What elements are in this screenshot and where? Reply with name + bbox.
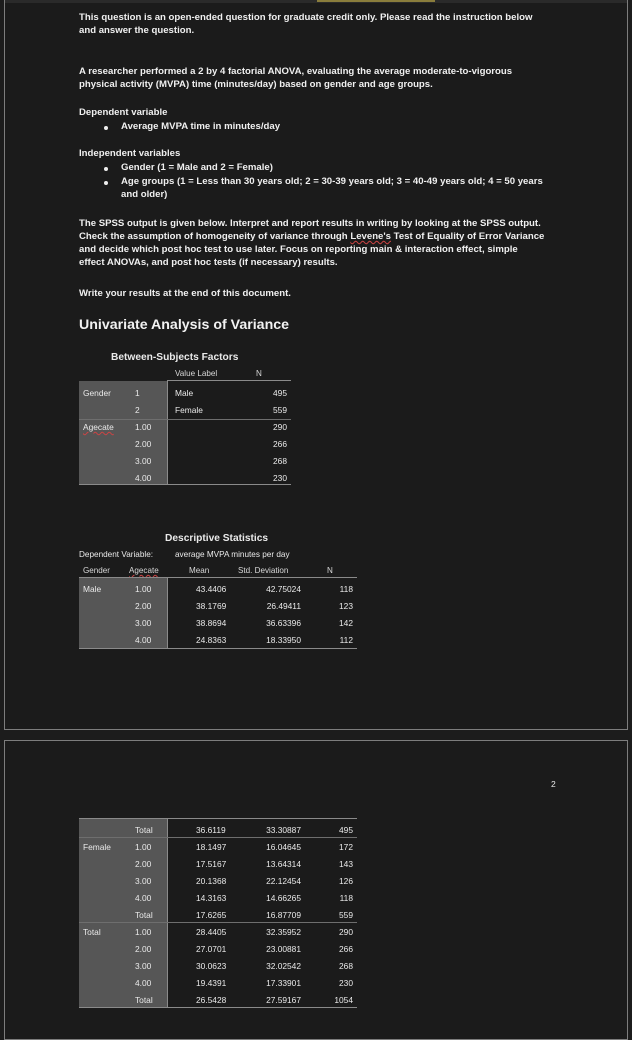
group-rule [79, 922, 357, 923]
n-value: 142 [339, 618, 353, 628]
scenario-line-2: physical activity (MVPA) time (minutes/day) based on gender and age groups. [79, 79, 433, 90]
mean-value: 17.6265 [196, 910, 227, 920]
mean-value: 27.0701 [196, 944, 227, 954]
agecate-value: 4.00 [135, 893, 152, 903]
mean-value: 20.1368 [196, 876, 227, 886]
factor-value-label: Male [175, 388, 194, 398]
header-rule [167, 380, 291, 381]
factor-n: 268 [273, 456, 287, 466]
iv-heading: Independent variables [79, 148, 181, 159]
mean-value: 19.4391 [196, 978, 227, 988]
col-n: N [327, 566, 333, 575]
n-value: 1054 [334, 995, 353, 1005]
gender-total-label: Total [83, 927, 101, 937]
intro-line-1: This question is an open-ended question for graduate credit only. Please read the instruction below [79, 12, 533, 23]
agecate-value: 2.00 [135, 601, 152, 611]
col-mean: Mean [189, 566, 210, 575]
group-rule [79, 837, 357, 838]
between-subjects-title: Between-Subjects Factors [111, 352, 239, 363]
std-deviation-value: 16.87709 [266, 910, 301, 920]
mean-value: 17.5167 [196, 859, 227, 869]
iv-item-2-line-1: Age groups (1 = Less than 30 years old; 2 = 30-39 years old; 3 = 40-49 years old; 4 = 50 years [121, 176, 543, 187]
iv-item-1: Gender (1 = Male and 2 = Female) [121, 162, 273, 173]
mean-value: 14.3163 [196, 893, 227, 903]
page-top-bar [5, 0, 627, 3]
n-value: 126 [339, 876, 353, 886]
agecate-value: 2.00 [135, 944, 152, 954]
std-deviation-value: 17.33901 [266, 978, 301, 988]
factor-code: 2.00 [135, 439, 152, 449]
std-deviation-value: 32.02542 [266, 961, 301, 971]
agecate-value: 1.00 [135, 842, 152, 852]
agecate-label: Agecate [83, 422, 114, 432]
std-deviation-value: 13.64314 [266, 859, 301, 869]
gender-label: Gender [83, 388, 111, 398]
n-value: 143 [339, 859, 353, 869]
column-rule [167, 380, 168, 484]
std-deviation-value: 18.33950 [266, 635, 301, 645]
write-results-instruction: Write your results at the end of this document. [79, 288, 291, 299]
mean-value: 30.0623 [196, 961, 227, 971]
factor-code: 1.00 [135, 422, 152, 432]
agecate-value: 4.00 [135, 635, 152, 645]
agecate-value: 1.00 [135, 927, 152, 937]
std-deviation-value: 36.63396 [266, 618, 301, 628]
n-value: 290 [339, 927, 353, 937]
agecate-value: Total [135, 995, 153, 1005]
std-deviation-value: 27.59167 [266, 995, 301, 1005]
column-rule [167, 819, 168, 1007]
n-value: 495 [339, 825, 353, 835]
document-page-1 [4, 0, 628, 730]
mean-value: 43.4406 [196, 584, 227, 594]
document-page-2 [4, 740, 628, 1040]
mean-value: 18.1497 [196, 842, 227, 852]
highlight-mark [317, 0, 435, 2]
agecate-value: 3.00 [135, 876, 152, 886]
n-value: 172 [339, 842, 353, 852]
factor-n: 266 [273, 439, 287, 449]
col-agecate: Agecate [129, 566, 159, 575]
std-deviation-value: 23.00881 [266, 944, 301, 954]
n-value: 268 [339, 961, 353, 971]
footer-rule [79, 1007, 357, 1008]
factor-n: 559 [273, 405, 287, 415]
factor-n: 290 [273, 422, 287, 432]
column-rule [167, 578, 168, 648]
mean-value: 26.5428 [196, 995, 227, 1005]
instructions-line-2: Check the assumption of homogeneity of variance through Levene's Test of Equality of Error Variance [79, 231, 545, 242]
scenario-line-1: A researcher performed a 2 by 4 factorial ANOVA, evaluating the average moderate-to-vigorous [79, 66, 513, 77]
page-number: 2 [551, 779, 556, 789]
std-deviation-value: 42.75024 [266, 584, 301, 594]
std-deviation-value: 22.12454 [266, 876, 301, 886]
std-deviation-value: 16.04645 [266, 842, 301, 852]
mean-value: 24.8363 [196, 635, 227, 645]
std-deviation-value: 32.35952 [266, 927, 301, 937]
factor-code: 3.00 [135, 456, 152, 466]
instructions-line-4: effect ANOVAs, and post hoc tests (if necessary) results. [79, 257, 338, 268]
n-value: 559 [339, 910, 353, 920]
iv-item-2-line-2: and older) [121, 189, 168, 200]
mean-value: 38.1769 [196, 601, 227, 611]
dv-heading: Dependent variable [79, 107, 168, 118]
page-break-rule [79, 648, 357, 649]
mean-value: 38.8694 [196, 618, 227, 628]
bullet-icon [104, 167, 108, 171]
group-rule [79, 419, 291, 420]
agecate-value: 3.00 [135, 618, 152, 628]
dv-item: Average MVPA time in minutes/day [121, 121, 281, 132]
footer-rule [79, 484, 291, 485]
descriptive-title: Descriptive Statistics [165, 533, 269, 544]
dependent-variable-label: Dependent Variable: [79, 550, 154, 559]
factor-value-label: Female [175, 405, 203, 415]
n-value: 266 [339, 944, 353, 954]
dependent-variable-value: average MVPA minutes per day [175, 550, 290, 559]
std-deviation-value: 26.49411 [266, 601, 301, 611]
col-gender: Gender [83, 566, 110, 575]
n-value: 112 [339, 635, 353, 645]
agecate-value: Total [135, 910, 153, 920]
instructions-line-1: The SPSS output is given below. Interpret and report results in writing by looking at the SPSS output. [79, 218, 541, 229]
agecate-value: 4.00 [135, 978, 152, 988]
n-value: 118 [339, 893, 353, 903]
std-deviation-value: 14.66265 [266, 893, 301, 903]
bullet-icon [104, 126, 108, 130]
agecate-value: 1.00 [135, 584, 152, 594]
mean-value: 36.6119 [196, 825, 226, 835]
factor-n: 230 [273, 473, 287, 483]
intro-line-2: and answer the question. [79, 25, 195, 36]
factor-n: 495 [273, 388, 287, 398]
factor-code: 1 [135, 388, 140, 398]
agecate-value: 3.00 [135, 961, 152, 971]
factor-code: 2 [135, 405, 140, 415]
agecate-value: Total [135, 825, 153, 835]
bullet-icon [104, 181, 108, 185]
col-n: N [256, 369, 262, 378]
col-std-deviation: Std. Deviation [238, 566, 289, 575]
gender-female-label: Female [83, 842, 111, 852]
gender-male-label: Male [83, 584, 102, 594]
n-value: 123 [339, 601, 353, 611]
factor-code: 4.00 [135, 473, 152, 483]
section-title: Univariate Analysis of Variance [79, 317, 290, 333]
std-deviation-value: 33.30887 [266, 825, 301, 835]
agecate-value: 2.00 [135, 859, 152, 869]
n-value: 230 [339, 978, 353, 988]
instructions-line-3: and decide which post hoc test to use later. Focus on reporting main & interaction effect, simple [79, 244, 518, 255]
n-value: 118 [339, 584, 353, 594]
col-value-label: Value Label [175, 369, 218, 378]
mean-value: 28.4405 [196, 927, 227, 937]
